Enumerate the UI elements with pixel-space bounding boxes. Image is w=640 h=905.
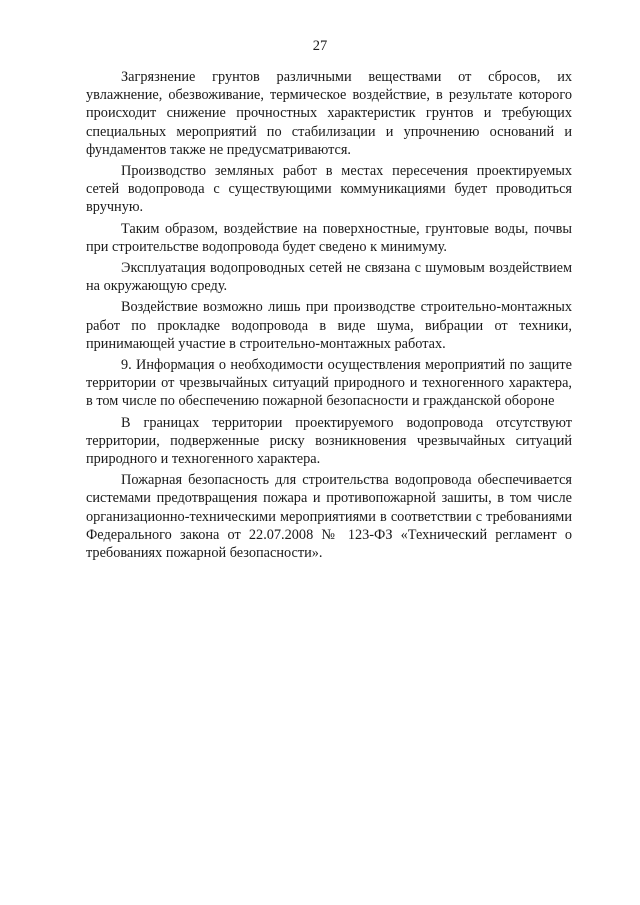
paragraph-water-impact: Таким образом, воздействие на поверхностные, грунтовые воды, почвы при строительстве водопровода будет сведено к минимуму.: [86, 220, 572, 255]
paragraph-construction-impact: Воздействие возможно лишь при производстве строительно-монтажных работ по прокладке водопровода в виде шума, вибрации от техники, принимающей участие в строительно-монтажных работах.: [86, 299, 572, 352]
section-heading-emergency: 9. Информация о необходимости осуществления мероприятий по защите территории от чрезвычайных ситуаций природного и техногенного характера, в том числе по обеспечению пожарной безопасности и гражданской обороне: [86, 357, 572, 410]
paragraph-operation-noise: Эксплуатация водопроводных сетей не связана с шумовым воздействием на окружающую среду.: [86, 260, 572, 295]
paragraph-fire-safety: Пожарная безопасность для строительства водопровода обеспечивается системами предотвращения пожара и противопожарной зашиты, в том числе организационно-техническими мероприятиями в соответствии с требованиями Федерального закона от 22.07.2008 № 123-ФЗ «Технический регламент о требованиях пожарной безопасности».: [86, 472, 572, 562]
paragraph-earthworks: Производство земляных работ в местах пересечения проектируемых сетей водопровода с существующими коммуникациями будет проводиться вручную.: [86, 163, 572, 216]
paragraph-risk-territories: В границах территории проектируемого водопровода отсутствуют территории, подверженные риску возникновения чрезвычайных ситуаций природного и техногенного характера.: [86, 414, 572, 468]
document-body: [86, 68, 572, 565]
paragraph-soil-contamination: Загрязнение грунтов различными веществами от сбросов, их увлажнение, обезвоживание, термическое воздействие, в результате которого происходит снижение прочностных характеристик грунтов и требующих специальных мероприятий по стабилизации и упрочнению оснований и фундаментов также не предусматриваются.: [86, 69, 572, 158]
page-number: 27: [312, 38, 328, 54]
